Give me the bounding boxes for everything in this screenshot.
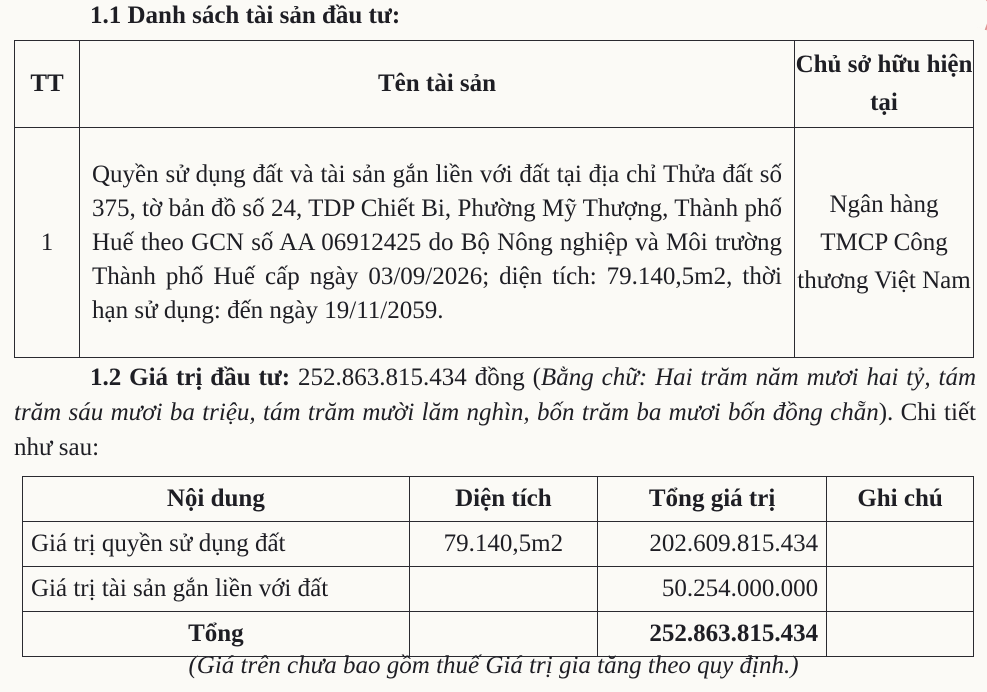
asset-list-table	[14, 40, 974, 358]
vat-footnote: (Giá trên chưa bao gồm thuế Giá trị gia tăng theo quy định.)	[188, 652, 799, 679]
cell-note	[827, 567, 974, 612]
header-owner: Chủ sở hữu hiện tại	[795, 41, 974, 128]
investment-amount: 252.863.815.434 đồng (	[298, 364, 541, 391]
table-row	[23, 522, 974, 567]
header-area: Diện tích	[409, 477, 597, 522]
cell-total: 202.609.815.434	[598, 522, 827, 567]
paragraph-suffix: ). Chi tiết như sau:	[14, 399, 976, 461]
section-heading-1-1: 1.1 Danh sách tài sản đầu tư:	[90, 2, 401, 29]
cell-area: 79.140,5m2	[409, 522, 597, 567]
table-header-row	[23, 477, 974, 522]
cell-note	[827, 522, 974, 567]
cell-total: 50.254.000.000	[598, 567, 827, 612]
header-total: Tổng giá trị	[598, 477, 827, 522]
table-row	[23, 567, 974, 612]
table-sum-row	[23, 612, 974, 657]
header-content: Nội dung	[23, 477, 410, 522]
table-row	[15, 128, 974, 358]
cell-area	[409, 567, 597, 612]
row-asset-name: Quyền sử dụng đất và tài sản gắn liền với đất tại địa chỉ Thửa đất số 375, tờ bản đồ số 24, TDP Chiết Bi, Phường Mỹ Thượng, Thành phố Huế theo GCN số AA 06912425 do Bộ Nông nghiệp và Môi trường Thành phố Huế cấp ngày 03/09/2026; diện tích: 79.140,5m2, thời hạn sử dụng: đến ngày 19/11/2059.	[80, 128, 795, 358]
table-header-row	[15, 41, 974, 128]
stamp-edge-mark	[956, 0, 987, 31]
amount-in-words: Bằng chữ: Hai trăm năm mươi hai tỷ, tám trăm sáu mươi ba triệu, tám trăm mười lăm nghìn, bốn trăm ba mươi bốn đồng chẵn	[14, 364, 977, 426]
header-note: Ghi chú	[827, 477, 974, 522]
row-tt: 1	[15, 128, 80, 358]
cell-content: Giá trị quyền sử dụng đất	[23, 522, 410, 567]
cell-sum-total: 252.863.815.434	[598, 612, 827, 657]
cell-sum-label: Tổng	[23, 612, 410, 657]
cell-sum-area	[409, 612, 597, 657]
cell-content: Giá trị tài sản gắn liền với đất	[23, 567, 410, 612]
cell-sum-note	[827, 612, 974, 657]
row-owner: Ngân hàng TMCP Công thương Việt Nam	[795, 128, 974, 358]
investment-value-paragraph	[14, 360, 976, 465]
header-tt: TT	[15, 41, 80, 128]
section-heading-1-2: 1.2 Giá trị đầu tư:	[90, 364, 291, 391]
header-asset-name: Tên tài sản	[80, 41, 795, 128]
value-detail-table	[22, 476, 974, 657]
